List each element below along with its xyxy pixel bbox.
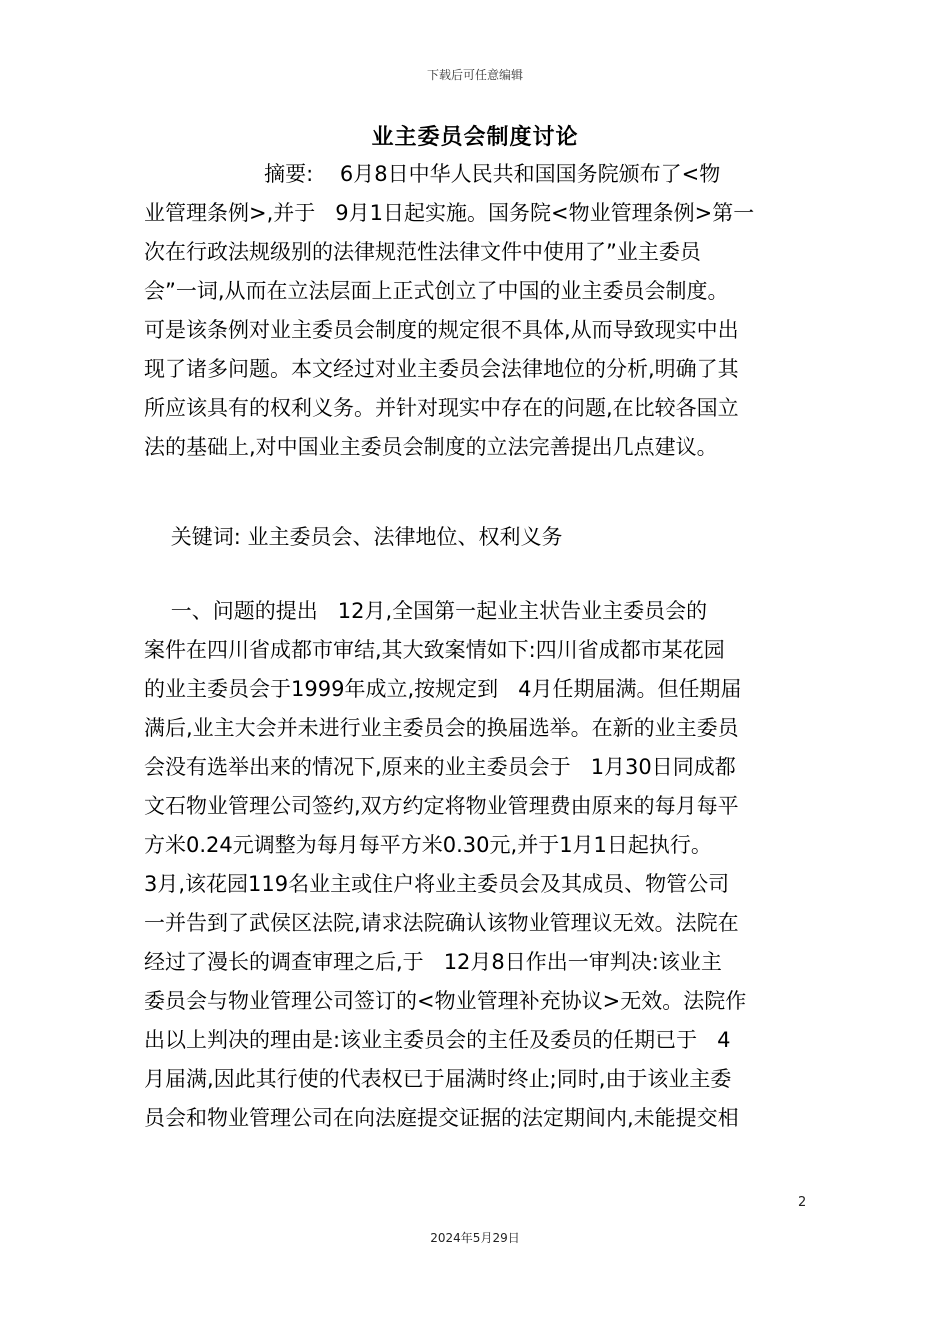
- text-line: 法的基础上,对中国业主委员会制度的立法完善提出几点建议。: [144, 435, 718, 459]
- text-line: 员会和物业管理公司在向法庭提交证据的法定期间内,未能提交相: [144, 1106, 739, 1130]
- text-line: 可是该条例对业主委员会制度的规定很不具体,从而导致现实中出: [144, 318, 739, 342]
- text-line: 一并告到了武侯区法院,请求法院确认该物业管理议无效。法院在: [144, 911, 739, 935]
- abstract-paragraph: [144, 155, 808, 467]
- text-line: 会”一词,从而在立法层面上正式创立了中国的业主委员会制度。: [144, 279, 729, 303]
- document-title: 业主委员会制度讨论: [371, 125, 579, 150]
- text-line: 的业主委员会于1999年成立,按规定到 4月任期届满。但任期届: [144, 677, 742, 701]
- text-line: 摘要: 6月8日中华人民共和国国务院颁布了<物: [144, 162, 721, 186]
- text-line: 月届满,因此其行使的代表权已于届满时终止;同时,由于该业主委: [144, 1067, 732, 1091]
- text-line: 一、问题的提出 12月,全国第一起业主状告业主委员会的: [144, 599, 708, 623]
- text-line: 3月,该花园119名业主或住户将业主委员会及其成员、物管公司: [144, 872, 730, 896]
- text-line: 文石物业管理公司签约,双方约定将物业管理费由原来的每月每平: [144, 794, 739, 818]
- page-header: 下载后可任意编辑: [426, 68, 523, 82]
- text-line: 案件在四川省成都市审结,其大致案情如下:四川省成都市某花园: [144, 638, 725, 662]
- text-line: 委员会与物业管理公司签订的<物业管理补充协议>无效。法院作: [144, 989, 747, 1013]
- text-line: 所应该具有的权利义务。并针对现实中存在的问题,在比较各国立: [144, 396, 739, 420]
- text-line: 经过了漫长的调查审理之后,于 12月8日作出一审判决:该业主: [144, 950, 722, 974]
- text-line: 方米0.24元调整为每月每平方米0.30元,并于1月1日起执行。: [144, 833, 712, 857]
- text-line: 出以上判决的理由是:该业主委员会的主任及委员的任期已于 4: [144, 1028, 731, 1052]
- text-line: 满后,业主大会并未进行业主委员会的换届选举。在新的业主委员: [144, 716, 739, 740]
- keywords-paragraph: [144, 518, 808, 557]
- text-line: 关键词: 业主委员会、法律地位、权利义务: [144, 525, 563, 549]
- text-line: 次在行政法规级别的法律规范性法律文件中使用了”业主委员: [144, 240, 701, 264]
- text-line: 业管理条例>,并于 9月1日起实施。国务院<物业管理条例>第一: [144, 201, 755, 225]
- text-line: 现了诸多问题。本文经过对业主委员会法律地位的分析,明确了其: [144, 357, 739, 381]
- section-one-paragraph: [144, 592, 808, 1138]
- text-line: 会没有选举出来的情况下,原来的业主委员会于 1月30日同成都: [144, 755, 736, 779]
- page-footer-date: 2024年5月29日: [430, 1231, 520, 1245]
- page-number: 2: [798, 1195, 807, 1210]
